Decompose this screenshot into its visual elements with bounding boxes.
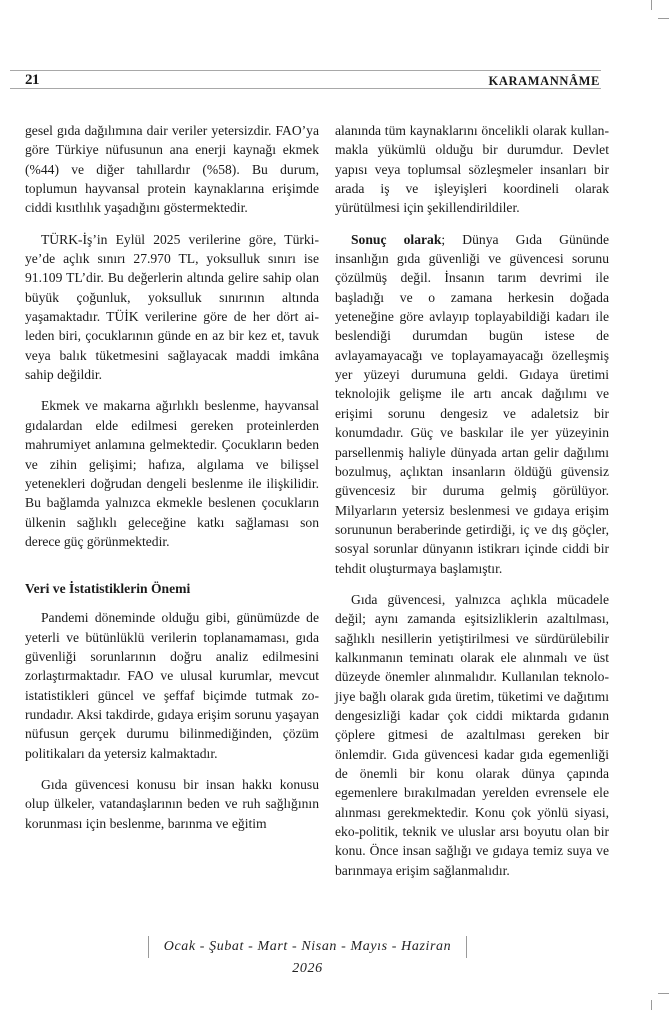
right-column	[335, 121, 609, 892]
crop-mark-bottom-vertical	[651, 1000, 652, 1010]
conclusion-paragraph	[335, 230, 609, 578]
header-rule-top	[10, 70, 601, 71]
paragraph: Ekmek ve makarna ağırlıklı beslenme, hayvansal gıdalardan elde edilmesi gereken proteinlerden mahrumiyet anlamına gelmektedir. Çocukların beden ve zihin gelişimi; hafıza, algılama ve bilişsel yetenekleri doğrudan dengeli beslenme ile ilişkilidir. Bu bağlamda yalnızca ekmekle beslenen çocukların ülkenin sağlıklı geleceğine katkı sağlaması son derece güç görünmektedir.	[25, 398, 319, 549]
paragraph: Gıda güvencesi konusu bir insan hakkı konusu olup ülkeler, vatandaşlarının beden ve ruh sağlığının korunması için beslenme, barınma ve eğitim	[25, 776, 319, 831]
crop-mark-top-horizontal	[658, 18, 669, 19]
crop-mark-top-vertical	[651, 0, 652, 10]
conclusion-text: ; Dünya Gıda Gününde insanlığın gıda güvenliği ve güvencesi sorunu çözülmüş değil. İnsanın tarım devrimi ile başladığı ve o zamana herkesin doğada yeteneğine göre avlayıp toplayabildiği kadarı ile beslendiği durumdan bugün istese de avlayamayacağı ve toplayamayacağı özelleşmiş yer yüzeyi durumuna geldi. Gıdaya üretimi teknolojik gelişme ile artı ancak dağılımı ve erişimi sorunu dengesiz ve adaletsiz bir konumdadır. Güç ve baskılar ile yer yüzeyinin parsellenmiş haliyle dünyada artan gelir dağılımı bozulmuş, açlıktan insanların öldüğü güvensiz güvencesiz bir duruma gelmiş görülüyor. Milyarların yetersiz beslenmesi ve gıdaya erişim sorununun beraberinde getirdiği, iç ve dış göçler, sosyal sorunlar dünyanın istikrarı içinde ciddi bir tehdit oluşturmaya başlamıştır.	[335, 231, 609, 576]
conclusion-lead: Sonuç olarak	[351, 231, 442, 247]
section-heading: Veri ve İstatistiklerin Önemi	[25, 581, 191, 597]
crop-mark-bottom-horizontal	[658, 993, 669, 994]
paragraph: TÜRK-İş’in Eylül 2025 verilerine göre, Türkiye’de açlık sınırı 27.970 TL, yoksulluk sınırı ise 91.109 TL’dir. Bu değerlerin altında gelire sahip olan büyük çoğunluk, yoksulluk sınırının altında yaşamaktadır. TÜİK verilerine göre de her dört aileden biri, çocuklarının günde en az bir kez et, tavuk veya balık tüketmesini sağlayacak maddi imkâna sahip değildir.	[25, 231, 319, 383]
paragraph: alanında tüm kaynaklarını öncelikli olarak kullanmakla yükümlü olduğu bir durumdur. Devlet yapısı veya toplumsal sözleşmeler insanları bir arada iş ve işleyişleri koordineli olarak yürütülmesi için şekillendirildiler.	[335, 123, 609, 216]
paragraph: Pandemi döneminde olduğu gibi, günümüzde de yeterli ve bütünlüklü verilerin toplanamaması, gıda güvenliği sorunlarının doğru analiz edilmesini zorlaştırmaktadır. FAO ve ulusal kurumlar, mevcut istatistikleri güncel ve şeffaf biçimde tutmak zorundadır. Aksi takdirde, gıdaya erişim sorunu yaşayan nüfusun gerçek durumu bilinmediğinden, çözüm politikaları da yetersiz kalmaktadır.	[25, 610, 319, 761]
left-column	[25, 121, 319, 845]
page-number: 21	[25, 72, 39, 88]
footer-issue-period: Ocak - Şubat - Mart - Nisan - Mayıs - Haziran 2026	[148, 936, 467, 958]
paragraph: gesel gıda dağılımına dair veriler yetersizdir. FAO’ya göre Türkiye nüfusunun ana enerji kaynağı ekmek (%44) ve diğer tahıllardır (%58). Bu durum, toplumun hayvansal protein kaynaklarına erişimde ciddi kısıtlılık yaşadığını göstermektedir.	[25, 123, 319, 216]
journal-title: KARAMANNÂME	[488, 74, 600, 88]
paragraph: Gıda güvencesi, yalnızca açlıkla mücadele değil; aynı zamanda eşitsizliklerin azaltılması, sağlıklı nesillerin yetiştirilmesi ve sürdürülebilir kalkınmanın teminatı olarak ele alınmalı ve üst düzeyde önemler alınmalıdır. Kullanılan teknolojiye bağlı olarak gıda üretim, tüketimi ve dağıtımı dengesizliği kadar çok ciddi miktarda gıdanın çöplere gitmesi de azaltılması gereken bir önlemdir. Gıda güvencesi kadar gıda egemenliği de önemli bir konu olarak dünya çapında egemenlere bırakılmadan yerelden evrensele ele alınması gerekmektedir. Konu çok yönlü siyasi, eko-politik, teknik ve uluslar arsı boyutu olan bir konu. Önce insan sağlığı ve gıdaya temiz suya ve barınmaya erişim sağlanmalıdır.	[335, 591, 609, 878]
header-rule-bottom	[10, 88, 601, 89]
